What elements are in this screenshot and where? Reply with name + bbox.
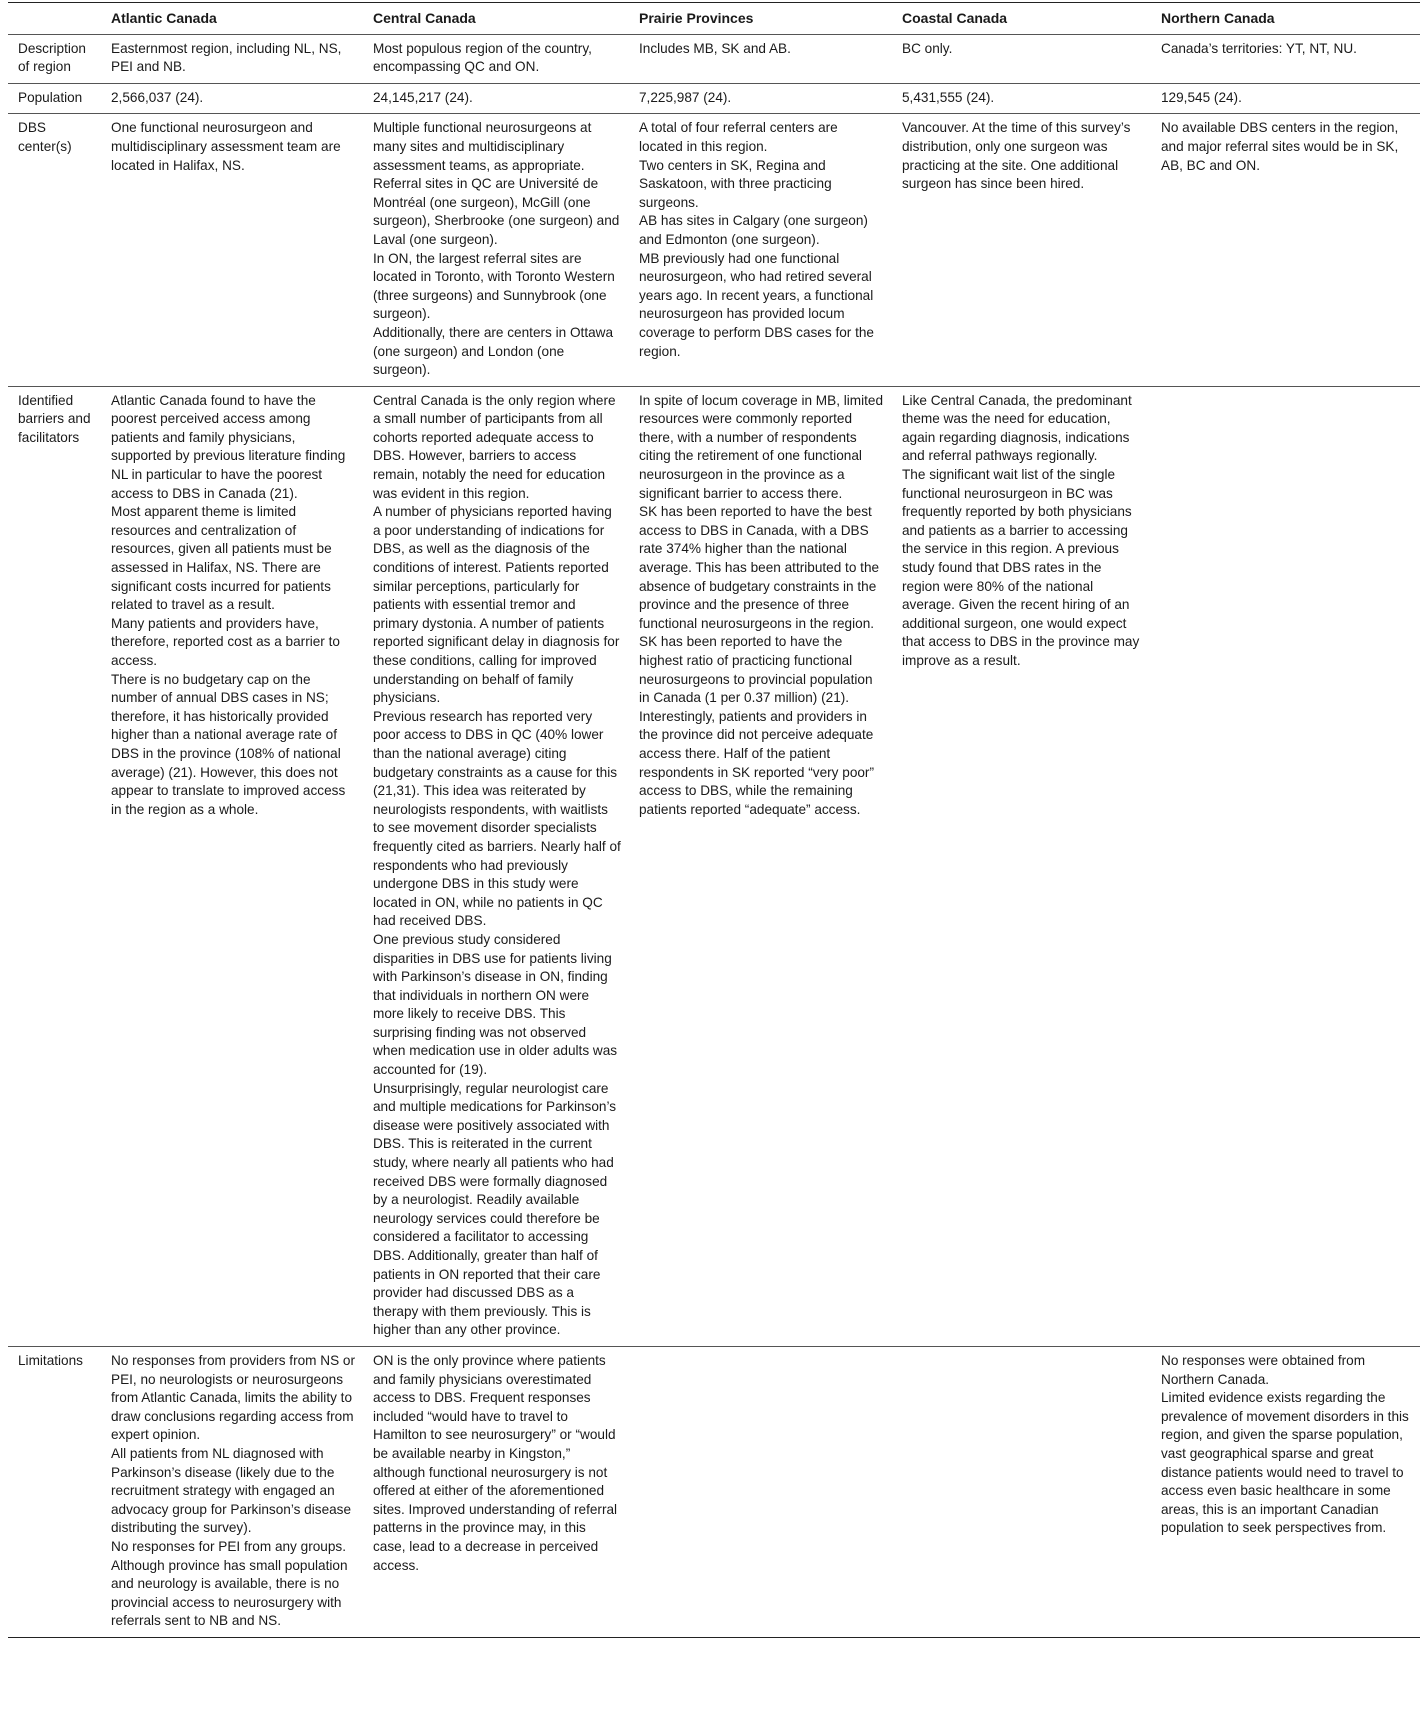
cell-paragraph: Includes MB, SK and AB. xyxy=(639,40,791,56)
cell-paragraph: 129,545 (24). xyxy=(1161,89,1242,105)
header-row xyxy=(8,3,1420,35)
row-label: Population xyxy=(18,89,83,105)
cell-paragraph: Central Canada is the only region where a small number of participants from all cohorts reported adequate access to DBS. However, barriers to access remain, notably the need for education was evident in this region. xyxy=(373,392,616,501)
cell-paragraph: Limited evidence exists regarding the prevalence of movement disorders in this region, and given the sparse population, vast geographical sparse and great distance patients would need to travel to access even basic healthcare in some areas, this is an important Canadian population to seek perspectives from. xyxy=(1161,1390,1409,1536)
cell-paragraph: Multiple functional neurosurgeons at many sites and multidisciplinary assessment teams, as appropriate. xyxy=(373,120,592,173)
table-cell-coastal-canada xyxy=(892,386,1151,1346)
table-cell-coastal-canada xyxy=(892,34,1151,83)
table-cell-prairie-provinces xyxy=(629,114,892,386)
cell-paragraph: SK has been reported to have the best access to DBS in Canada, with a DBS rate 374% higher than the national average. This has been attributed to the absence of budgetary constraints in the province and the presence of three functional neurosurgeons in the region. SK has been reported to have the highest ratio of practicing functional neurosurgeons to provincial population in Canada (1 per 0.37 million) (21). Interestingly, patients and providers in the province did not perceive adequate access there. Half of the patient respondents in SK reported “very poor” access to DBS, while the remaining patients reported “adequate” access. xyxy=(639,504,880,817)
cell-paragraph: MB previously had one functional neurosurgeon, who had retired several years ago. In recent years, a functional neurosurgeon has provided locum coverage to perform DBS cases for the region. xyxy=(639,250,874,359)
cell-paragraph: Atlantic Canada found to have the poorest perceived access among patients and family physicians, supported by previous literature finding NL in particular to have the poorest access to DBS in Canada (21). xyxy=(111,392,346,501)
table-row xyxy=(8,386,1420,1346)
table-cell-northern-canada xyxy=(1151,1346,1420,1637)
cell-paragraph: No responses were obtained from Northern Canada. xyxy=(1161,1352,1366,1387)
cell-paragraph: No responses for PEI from any groups. Although province has small population and neurology is available, there is no provincial access to neurosurgery with referrals sent to NB and NS. xyxy=(111,1538,348,1629)
table-cell-central-canada xyxy=(363,83,629,114)
cell-paragraph: In ON, the largest referral sites are located in Toronto, with Toronto Western (three surgeons) and Sunnybrook (one surgeon). xyxy=(373,250,615,322)
cell-paragraph: Canada’s territories: YT, NT, NU. xyxy=(1161,40,1357,56)
cell-paragraph: One functional neurosurgeon and multidisciplinary assessment team are located in Halifax, NS. xyxy=(111,120,341,173)
cell-paragraph: Many patients and providers have, therefore, reported cost as a barrier to access. xyxy=(111,615,340,668)
table-cell-prairie-provinces xyxy=(629,34,892,83)
header-cell-empty xyxy=(8,3,101,35)
cell-paragraph: In spite of locum coverage in MB, limited resources were commonly reported there, with a number of respondents citing the retirement of one functional neurosurgeon in the province as a significant barrier to access there. xyxy=(639,392,884,501)
table-row xyxy=(8,83,1420,114)
cell-paragraph: Most populous region of the country, encompassing QC and ON. xyxy=(373,40,592,75)
table-cell-atlantic-canada xyxy=(101,386,363,1346)
cell-paragraph: Easternmost region, including NL, NS, PEI and NB. xyxy=(111,40,342,75)
header-cell-prairie-provinces: Prairie Provinces xyxy=(639,10,754,26)
cell-paragraph: 5,431,555 (24). xyxy=(902,89,995,105)
table-cell-atlantic-canada xyxy=(101,34,363,83)
cell-paragraph: A total of four referral centers are located in this region. xyxy=(639,120,838,154)
cell-paragraph: ON is the only province where patients and family physicians overestimated access to DBS. Frequent responses included “would have to travel to Hamilton to see neurosurgery” or “would be available nearby in Kingston,” although functional neurosurgery is not offered at either of the aforementioned sites. Improved understanding of referral patterns in the province may, in this case, lead to a decrease in perceived access. xyxy=(373,1352,618,1573)
table-cell-coastal-canada xyxy=(892,1346,1151,1637)
table-cell-prairie-provinces xyxy=(629,83,892,114)
table-cell-prairie-provinces xyxy=(629,1346,892,1637)
header-cell-atlantic-canada: Atlantic Canada xyxy=(111,10,217,26)
cell-paragraph: Unsurprisingly, regular neurologist care and multiple medications for Parkinson’s disease were positively associated with DBS. This is reiterated in the current study, where nearly all patients who had received DBS were formally diagnosed by a neurologist. Readily available neurology services could therefore be considered a facilitator to accessing DBS. Additionally, greater than half of patients in ON reported that their care provider had discussed DBS as a therapy with them previously. This is higher than any other province. xyxy=(373,1080,617,1338)
table-cell-northern-canada xyxy=(1151,83,1420,114)
cell-paragraph: Additionally, there are centers in Ottawa (one surgeon) and London (one surgeon). xyxy=(373,324,614,378)
cell-paragraph: Vancouver. At the time of this survey’s distribution, only one surgeon was practicing at the site. One additional surgeon has since been hired. xyxy=(902,120,1131,192)
cell-paragraph: Most apparent theme is limited resources and centralization of resources, given all patients must be assessed in Halifax, NS. There are significant costs incurred for patients related to travel as a result. xyxy=(111,504,332,613)
regional-access-table xyxy=(8,2,1420,1638)
cell-paragraph: A number of physicians reported having a poor understanding of indications for DBS, as well as the diagnosis of the conditions of interest. Patients reported similar perceptions, particularly for patients with essential tremor and primary dystonia. A number of patients reported significant delay in diagnosis for these conditions, calling for improved understanding on behalf of family physicians. xyxy=(373,504,620,706)
cell-paragraph: AB has sites in Calgary (one surgeon) and Edmonton (one surgeon). xyxy=(639,213,868,247)
cell-paragraph: One previous study considered disparities in DBS use for patients living with Parkinson’s disease in ON, finding that individuals in northern ON were more likely to receive DBS. This surprising finding was not observed when medication use in older adults was accounted for (19). xyxy=(373,931,618,1078)
row-label: Identified barriers and facilitators xyxy=(18,392,91,445)
cell-paragraph: Previous research has reported very poor access to DBS in QC (40% lower than the national average) citing budgetary constraints as a cause for this (21,31). This idea was reiterated by neurologists respondents, with waitlists to see movement disorder specialists frequently cited as barriers. Nearly half of respondents who had previously undergone DBS in this study were located in ON, while no patients in QC had received DBS. xyxy=(373,708,621,929)
cell-paragraph: 24,145,217 (24). xyxy=(373,89,473,105)
table-cell-northern-canada xyxy=(1151,34,1420,83)
cell-paragraph: No responses from providers from NS or PEI, no neurologists or neurosurgeons from Atlantic Canada, limits the ability to draw conclusions regarding access from expert opinion. xyxy=(111,1352,356,1443)
table-body xyxy=(8,34,1420,1637)
table-container xyxy=(8,2,1420,1638)
cell-paragraph: BC only. xyxy=(902,40,953,56)
table-cell-northern-canada xyxy=(1151,114,1420,386)
table-cell-atlantic-canada xyxy=(101,1346,363,1637)
table-cell-central-canada xyxy=(363,386,629,1346)
table-cell-atlantic-canada xyxy=(101,114,363,386)
table-row xyxy=(8,114,1420,386)
cell-paragraph: No available DBS centers in the region, and major referral sites would be in SK, AB, BC and ON. xyxy=(1161,120,1399,173)
header-cell-central-canada: Central Canada xyxy=(373,10,476,26)
table-cell-central-canada xyxy=(363,1346,629,1637)
cell-paragraph: The significant wait list of the single functional neurosurgeon in BC was frequently reported by both physicians and patients as a barrier to accessing the service in this region. A previous study found that DBS rates in the region were 80% of the national average. Given the recent hiring of an additional surgeon, one would expect that access to DBS in the province may improve as a result. xyxy=(902,467,1140,668)
cell-paragraph: 7,225,987 (24). xyxy=(639,89,732,105)
table-row xyxy=(8,1346,1420,1637)
table-cell-coastal-canada xyxy=(892,114,1151,386)
row-label: Description of region xyxy=(18,40,86,75)
table-cell-prairie-provinces xyxy=(629,386,892,1346)
table-cell-atlantic-canada xyxy=(101,83,363,114)
row-label: DBS center(s) xyxy=(18,120,72,154)
table-cell-coastal-canada xyxy=(892,83,1151,114)
cell-paragraph: Two centers in SK, Regina and Saskatoon, with three practicing surgeons. xyxy=(639,157,832,210)
table-cell-central-canada xyxy=(363,34,629,83)
table-cell-northern-canada xyxy=(1151,386,1420,1346)
table-row xyxy=(8,34,1420,83)
cell-paragraph: There is no budgetary cap on the number of annual DBS cases in NS; therefore, it has historically provided higher than a national average rate of DBS in the province (108% of national average) (21). However, this does not appear to translate to improved access in the region as a whole. xyxy=(111,671,346,817)
cell-paragraph: Referral sites in QC are Université de Montréal (one surgeon), McGill (one surgeon), Sherbrooke (one surgeon) and Laval (one surgeon). xyxy=(373,176,620,247)
cell-paragraph: 2,566,037 (24). xyxy=(111,89,204,105)
header-cell-coastal-canada: Coastal Canada xyxy=(902,10,1008,26)
row-label: Limitations xyxy=(18,1352,83,1368)
header-cell-northern-canada: Northern Canada xyxy=(1161,10,1275,26)
table-cell-central-canada xyxy=(363,114,629,386)
cell-paragraph: All patients from NL diagnosed with Parkinson’s disease (likely due to the recruitment strategy with engaged an advocacy group for Parkinson’s disease distributing the survey). xyxy=(111,1445,352,1536)
cell-paragraph: Like Central Canada, the predominant theme was the need for education, again regarding diagnosis, indications and referral pathways regionally. xyxy=(902,392,1132,464)
